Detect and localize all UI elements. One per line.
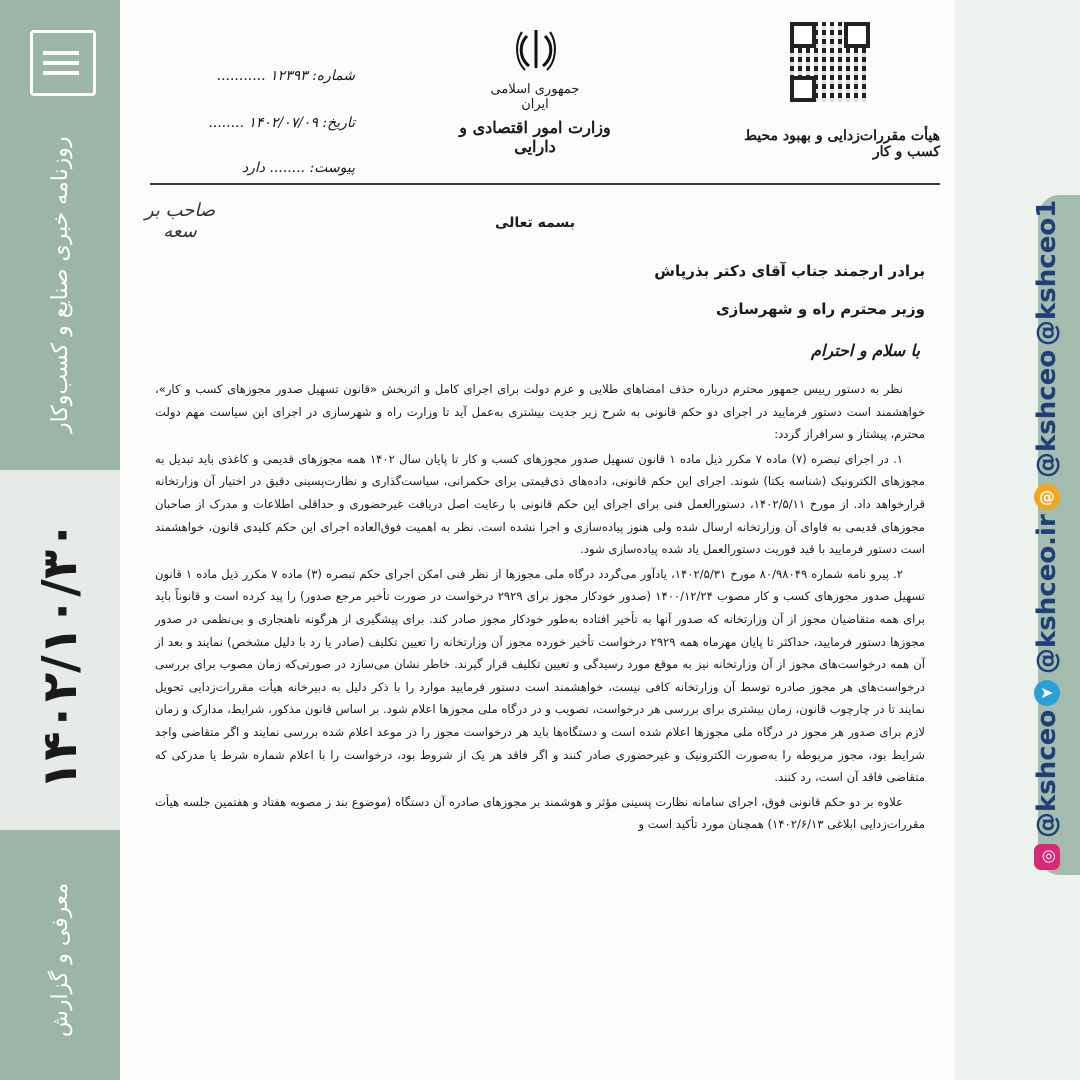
social-handle[interactable]: ◎ @kshceo [1032, 710, 1062, 870]
paragraph: ۱. در اجرای تبصره (۷) ماده ۷ مکرر ذیل ماده ۱ قانون تسهیل صدور مجوزهای کسب و کار تا پایان سال ۱۴۰۲ همه مجوزهای قدیمی و کاغذی باید تبدیل به مجوزهای الکترونیک (شناسه یکتا) شوند. اجرای این حکم قانونی، داده‌های ذی‌قیمتی برای حکمرانی، سیاست‌گذاری و نظارت‌پسینی دقیق در اختیار آن وزارتخانه قرارخواهد داد. از مورخ ۱۴۰۲/۵/۱۱، دستورالعمل فنی برای اجرای این حکم قانونی با رعایت اصل دریافت غیرحضوری و حداقلی اطلاعات و مدرک از صاحبان مجوزهای قدیمی به فاوای آن وزارتخانه ارسال شده ولی هنوز پیاده‌سازی و اجرا نشده است. نظر به اهمیت فوق‌العاده اجرای این حکم کلیدی قانون، خواهشمند است دستور فرمایید با قید فوریت دستورالعمل یاد شده پیاده‌سازی شود. [155, 451, 925, 557]
letter-date: تاریخ: ۱۴۰۲/۰۷/۰۹ ........ [208, 115, 355, 131]
letter-document [120, 0, 955, 1080]
paragraph: علاوه بر دو حکم قانونی فوق، اجرای سامانه نظارت پسینی مؤثر و هوشمند بر مجوزهای صادره آن دستگاه (موضوع بند ز مصوبه هفتاد و هفتمین جلسه هیأت مقررات‌زدایی ابلاغی ۱۴۰۲/۶/۱۳) همچنان مورد تأکید است و [155, 794, 925, 832]
republic-name: جمهوری اسلامی ایران [490, 82, 580, 112]
letter-number: شماره: ۱۲۳۹۳ ........... [216, 68, 355, 84]
letter-attachment: پیوست: ........ دارد [241, 160, 355, 176]
handwritten-note: صاحب بر سعه [144, 200, 216, 242]
salutation: با سلام و احترام [811, 341, 920, 360]
qr-corner-icon [844, 22, 870, 48]
qr-corner-icon [790, 22, 816, 48]
letter-body [155, 378, 925, 836]
header-divider [150, 183, 940, 185]
qr-code-icon [790, 22, 870, 102]
qr-corner-icon [790, 76, 816, 102]
instagram-icon: ◎ [1034, 844, 1060, 870]
telegram-icon: ➤ [1034, 680, 1060, 706]
left-sidebar-caption-bottom: معرفی و گزارش [48, 882, 73, 1038]
ministry-name: وزارت امور اقتصادی و دارایی [459, 118, 611, 156]
social-handles [1012, 200, 1080, 870]
at-icon: @ [1034, 484, 1060, 510]
post-date: ۱۴۰۲/۱۰/۳۰ [32, 520, 88, 790]
left-sidebar-caption: روزنامه خبری صنایع و کسب‌وکار [48, 136, 73, 434]
board-name: هیأت مقررات‌زدایی و بهبود محیط کسب و کار [744, 128, 940, 160]
news-logo-icon [30, 30, 96, 96]
social-handle[interactable]: @kshceo1 [1032, 200, 1062, 347]
iran-emblem-icon [513, 28, 559, 72]
besmeh-heading: بسمه تعالی [494, 215, 576, 231]
addressee-title: وزیر محترم راه و شهرسازی [715, 300, 925, 318]
social-handle[interactable]: ➤ @kshceo.ir [1032, 514, 1062, 706]
left-sidebar [0, 0, 120, 1080]
social-handle[interactable]: @ @kshceo [1032, 350, 1062, 510]
paragraph: نظر به دستور ریيس جمهور محترم درباره حذف امضاهای طلایی و عزم دولت برای اجرای کامل و اثربخش «قانون تسهیل صدور مجوزهای کسب و کار»، خواهشمند است دستور فرمایید در اجرای دو حکم قانونی به شرح زیر جدیت بیشتری به‌عمل آید تا وزارت راه و شهرسازی در اجرای این سیاست مهم دولت محترم، پیشتاز و سرافراز گردد: [155, 382, 925, 442]
paragraph: ۲. پیرو نامه شماره ۸۰/۹۸۰۴۹ مورخ ۱۴۰۲/۵/۳۱، یادآور می‌گردد درگاه ملی مجوزها از نظر فنی امکن اجرای حکم تبصره (۳) ماده ۷ مکرر ذیل ماده ۱ قانون تسهیل صدور مجوزهای کسب و کار مصوب ۱۴۰۰/۱۲/۲۴ (صدور خودکار مجوز برای ۲۹۲۹ درخواست در صورت تأخیر مرجع صدور) را پید کرده است و قانوناً باید برای همه متقاضیان مجوز از آن وزارتخانه که صدور آنها به تأخیر افتاده به‌طور خودکار مجوز صادر کند. برای پیشگیری از هرگونه ناهنجاری و بی‌نظمی در صدور مجوزها دستور فرمایید، حداکثر تا پایان مهرماه همه ۲۹۲۹ درخواست تأخیر خورده مجوز آن وزارتخانه را تعیین تکلیف (صادر یا رد با دلیل مشخص) نمایند و بعد از آن همه درخواست‌های مجوز از آن وزارتخانه نیز به موقع مورد رسیدگی و تعیین تکلیف قرار گیرند. خاطر نشان می‌سازد در صورتی‌که زمان مصوب برای بررسی درخواست‌های هر مجوز صادره توسط آن وزارتخانه کافی نیست، خواهشمند است دستور فرمایید موارد را با ذکر دلیل به دبیرخانه هیأت مقررات‌زدایی تحویل نمایند تا در چارچوب قانون، زمان بیشتری برای بررسی هر درخواست، تصویب و در درگاه ملی مجوزها اعلام شود. بر اساس قانون مذکور، شرایط، مدارک و زمان لازم برای صدور هر مجوز در درگاه ملی مجوزها اعلام شده است و دستگاه‌ها باید هر درخواست مجوز را در موعد اعلام شده بررسی نمایند و اگر متقاضی واجد شرایط بود، مجوز مربوطه را به‌صورت الکترونیک و غیرحضوری صادر کنند و اگر فاقد هر یک از شروط بود، درخواست را با اعلام شماره شرط یا مدرکی که متقاضی فاقد آن است، رد کنند. [155, 566, 926, 785]
addressee-name: برادر ارجمند جناب آقای دکتر بذرپاش [654, 262, 925, 280]
